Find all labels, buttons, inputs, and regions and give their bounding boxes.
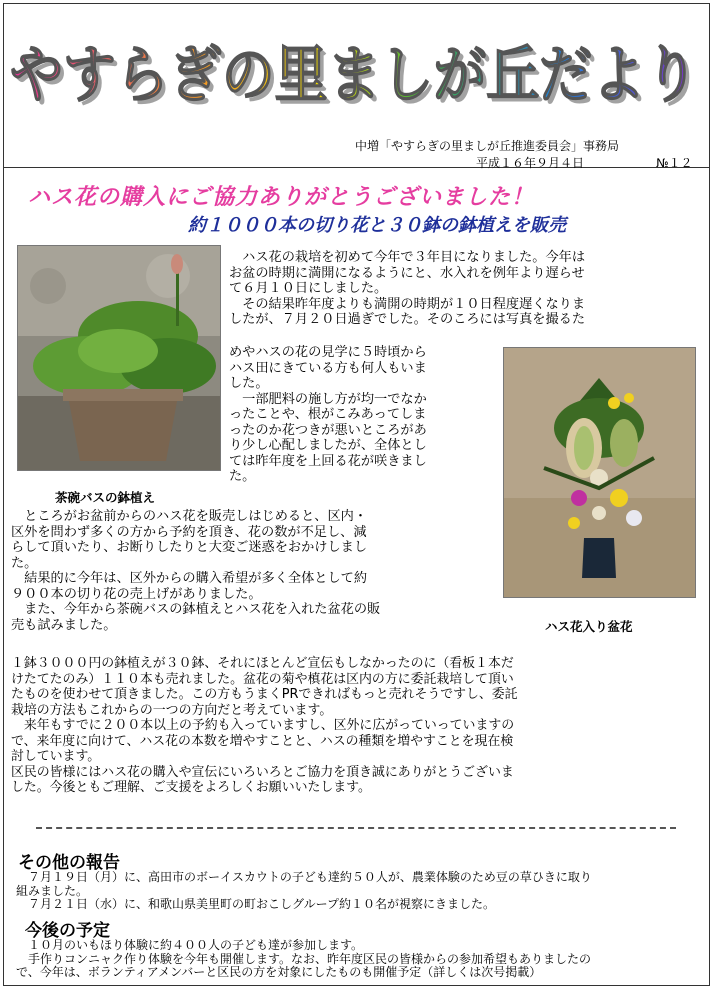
svg-text:やすらぎの里ましが丘だより: やすらぎの里ましが丘だより [14, 42, 702, 115]
text-line: その結果昨年度よりも満開の時期が１０日程度遅くなりま [229, 296, 586, 312]
text-line: り少し心配しましたが、全体とし [229, 438, 427, 453]
text-line: で、来年度に向けて、ハス花の本数を増やすことと、ハスの種類を増やすことを現在検 [11, 733, 514, 749]
text-line: たものを使わせて頂きました。この方もうまくPRできればもっと売れそうですし、委託 [11, 687, 518, 702]
article-para-d [11, 656, 518, 796]
text-line: １０月のいもほり体験に約４００人の子ども達が参加します。 [16, 938, 364, 952]
text-line: した。 [229, 376, 269, 391]
text-line: 手作りコンニャク作り体験を今年も開催します。なお、昨年度区民の皆様からの参加希望もありましたの [16, 951, 592, 966]
text-line: 一部肥料の施し方が均一でなか [229, 391, 427, 407]
text-line: １鉢３０００円の鉢植えが３０鉢、それにほとんど宣伝もしなかったのに（看板１本だ [11, 656, 514, 671]
text-line: ところがお盆前からのハス花を販売しはじめると、区内・ [11, 509, 368, 524]
text-line: 来年もすでに２００本以上の予約も入っていますし、区外に広がっていっていますの [11, 718, 515, 733]
potted-lotus-photo [17, 245, 221, 471]
text-line: めやハスの花の見学に５時頃から [229, 345, 427, 360]
photo1-caption: 茶碗バスの鉢植え [55, 490, 156, 505]
subheadline: 約１０００本の切り花と３０鉢の鉢植えを販売 [188, 215, 566, 236]
text-line: ては昨年度を上回る花が咲きまし [229, 453, 427, 469]
text-line: ９００本の切り花の売上げがありました。 [11, 586, 262, 602]
text-line: ハス田にきている方も何人もいま [229, 360, 427, 376]
text-line: ったことや、根がこみあってしま [229, 407, 427, 422]
masthead-title: やすらぎの里ましが丘だより [10, 38, 698, 111]
text-line: した。今後ともご理解、ご支援をよろしくお願いいたします。 [11, 780, 371, 795]
article-para-c [11, 509, 380, 633]
text-line: また、今年から茶碗バスの鉢植えとハス花を入れた盆花の販 [11, 602, 381, 617]
article-para-a [229, 250, 585, 328]
text-line: 売も試みました。 [11, 617, 117, 633]
text-line: ったのか花つきが悪いところがあ [229, 422, 427, 438]
text-line: らして頂いたり、お断りしたりと大変ご迷惑をおかけしまし [11, 540, 368, 555]
headline: ハス花の購入にご協力ありがとうございました！ [28, 185, 535, 210]
plans-title: 今後の予定 [25, 921, 110, 941]
photo2-caption: ハス花入り盆花 [545, 619, 633, 634]
text-line: お盆の時期に満開になるようにと、水入れを例年より遅らせ [229, 265, 585, 281]
lotus-bouquet-photo [503, 347, 696, 598]
text-line: 組みました。 [16, 883, 89, 898]
masthead [10, 22, 705, 122]
masthead-art [10, 22, 705, 122]
text-line: ７月２１日（水）に、和歌山県美里町の町おこしグループ約１０名が視察にきました。 [16, 897, 496, 911]
reports-title: その他の報告 [18, 853, 120, 873]
text-line: て６月１０日にしました。 [229, 281, 388, 296]
text-line: ハス花の栽培を初めて今年で３年目になりました。今年は [229, 250, 586, 265]
section-divider [36, 827, 676, 829]
text-line: けたてたのみ）１１０本も売れました。盆花の菊や槙花は区内の方に委託栽培して頂い [11, 671, 514, 687]
office-name: 中増「やすらぎの里ましが丘推進委員会」事務局 [355, 139, 620, 153]
text-line: 区民の皆様にはハス花の購入や宣伝にいろいろとご協力を頂き誠にありがとうございま [11, 764, 514, 780]
reports-body [16, 871, 592, 912]
text-line: ７月１９日（月）に、高田市のボーイスカウトの子ども達約５０人が、農業体験のため豆の草ひきに取り [16, 870, 592, 884]
text-line: た。 [11, 555, 38, 571]
text-line: したが、７月２０日過ぎでした。そのころには写真を撮るた [229, 312, 586, 327]
text-line: 区外を問わず多くの方から予約を頂き、花の数が不足し、減 [11, 524, 367, 540]
text-line: 討しています。 [11, 749, 101, 764]
text-line: た。 [229, 469, 256, 484]
issue-number: №１２ [656, 156, 693, 170]
plans-body [16, 939, 591, 980]
article-para-b [229, 345, 427, 485]
text-line: で、今年は、ボランティアメンバーと区民の方を対象にしたものも開催予定（詳しくは次号掲載） [16, 965, 542, 979]
issue-date: 平成１６年９月４日 [476, 156, 585, 170]
text-line: 結果的に今年は、区外からの購入希望が多く全体として約 [11, 571, 368, 586]
text-line: 栽培の方法もこれからの一つの方向だと考えています。 [11, 702, 333, 718]
